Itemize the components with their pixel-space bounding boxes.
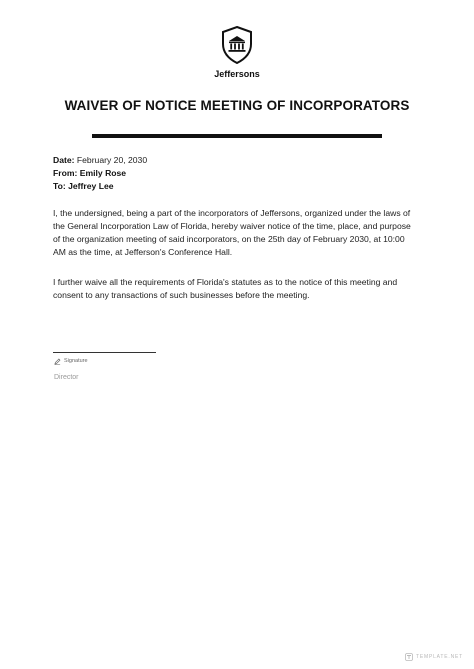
date-value: February 20, 2030 bbox=[76, 155, 148, 165]
company-name: Jeffersons bbox=[214, 69, 260, 79]
paragraph-line: the General Incorporation Law of Florida, hereby waiver notice of the time, place, and purpose bbox=[53, 221, 411, 231]
template-logo-icon bbox=[405, 653, 413, 661]
paragraph-line: I further waive all the requirements of Florida's statutes as to the notice of this meeting and bbox=[53, 277, 398, 287]
to-line bbox=[53, 181, 114, 191]
signature-caption bbox=[54, 356, 88, 366]
from-value: Emily Rose bbox=[79, 168, 127, 178]
from-line bbox=[53, 168, 126, 178]
date-label: Date: bbox=[53, 155, 75, 165]
signature-label: Signature bbox=[64, 358, 88, 364]
paragraph-line: consent to any transactions of such businesses before the meeting. bbox=[53, 290, 310, 300]
courthouse-shield-icon bbox=[221, 26, 253, 64]
paragraph-line: I, the undersigned, being a part of the incorporators of Jeffersons, organized under the laws of bbox=[53, 208, 411, 218]
signer-role: Director bbox=[54, 374, 79, 381]
signature-line bbox=[53, 352, 156, 353]
paragraph-line: of the organization meeting of said incorporators, on the 25th day of February 2030, at 10:00 bbox=[53, 234, 405, 244]
body-paragraph-1 bbox=[53, 207, 433, 259]
template-watermark bbox=[405, 653, 463, 661]
to-value: Jeffrey Lee bbox=[68, 181, 114, 191]
document-title: WAIVER OF NOTICE MEETING OF INCORPORATORS bbox=[64, 98, 410, 113]
watermark-text: TEMPLATE.NET bbox=[415, 654, 463, 660]
from-label: From: bbox=[53, 168, 78, 178]
title-divider bbox=[92, 134, 382, 138]
body-paragraph-2 bbox=[53, 276, 433, 302]
pen-icon bbox=[54, 358, 61, 365]
date-line bbox=[53, 155, 147, 165]
to-label: To: bbox=[53, 181, 66, 191]
paragraph-line: AM as the time, at Jefferson's Conference Hall. bbox=[53, 247, 233, 257]
